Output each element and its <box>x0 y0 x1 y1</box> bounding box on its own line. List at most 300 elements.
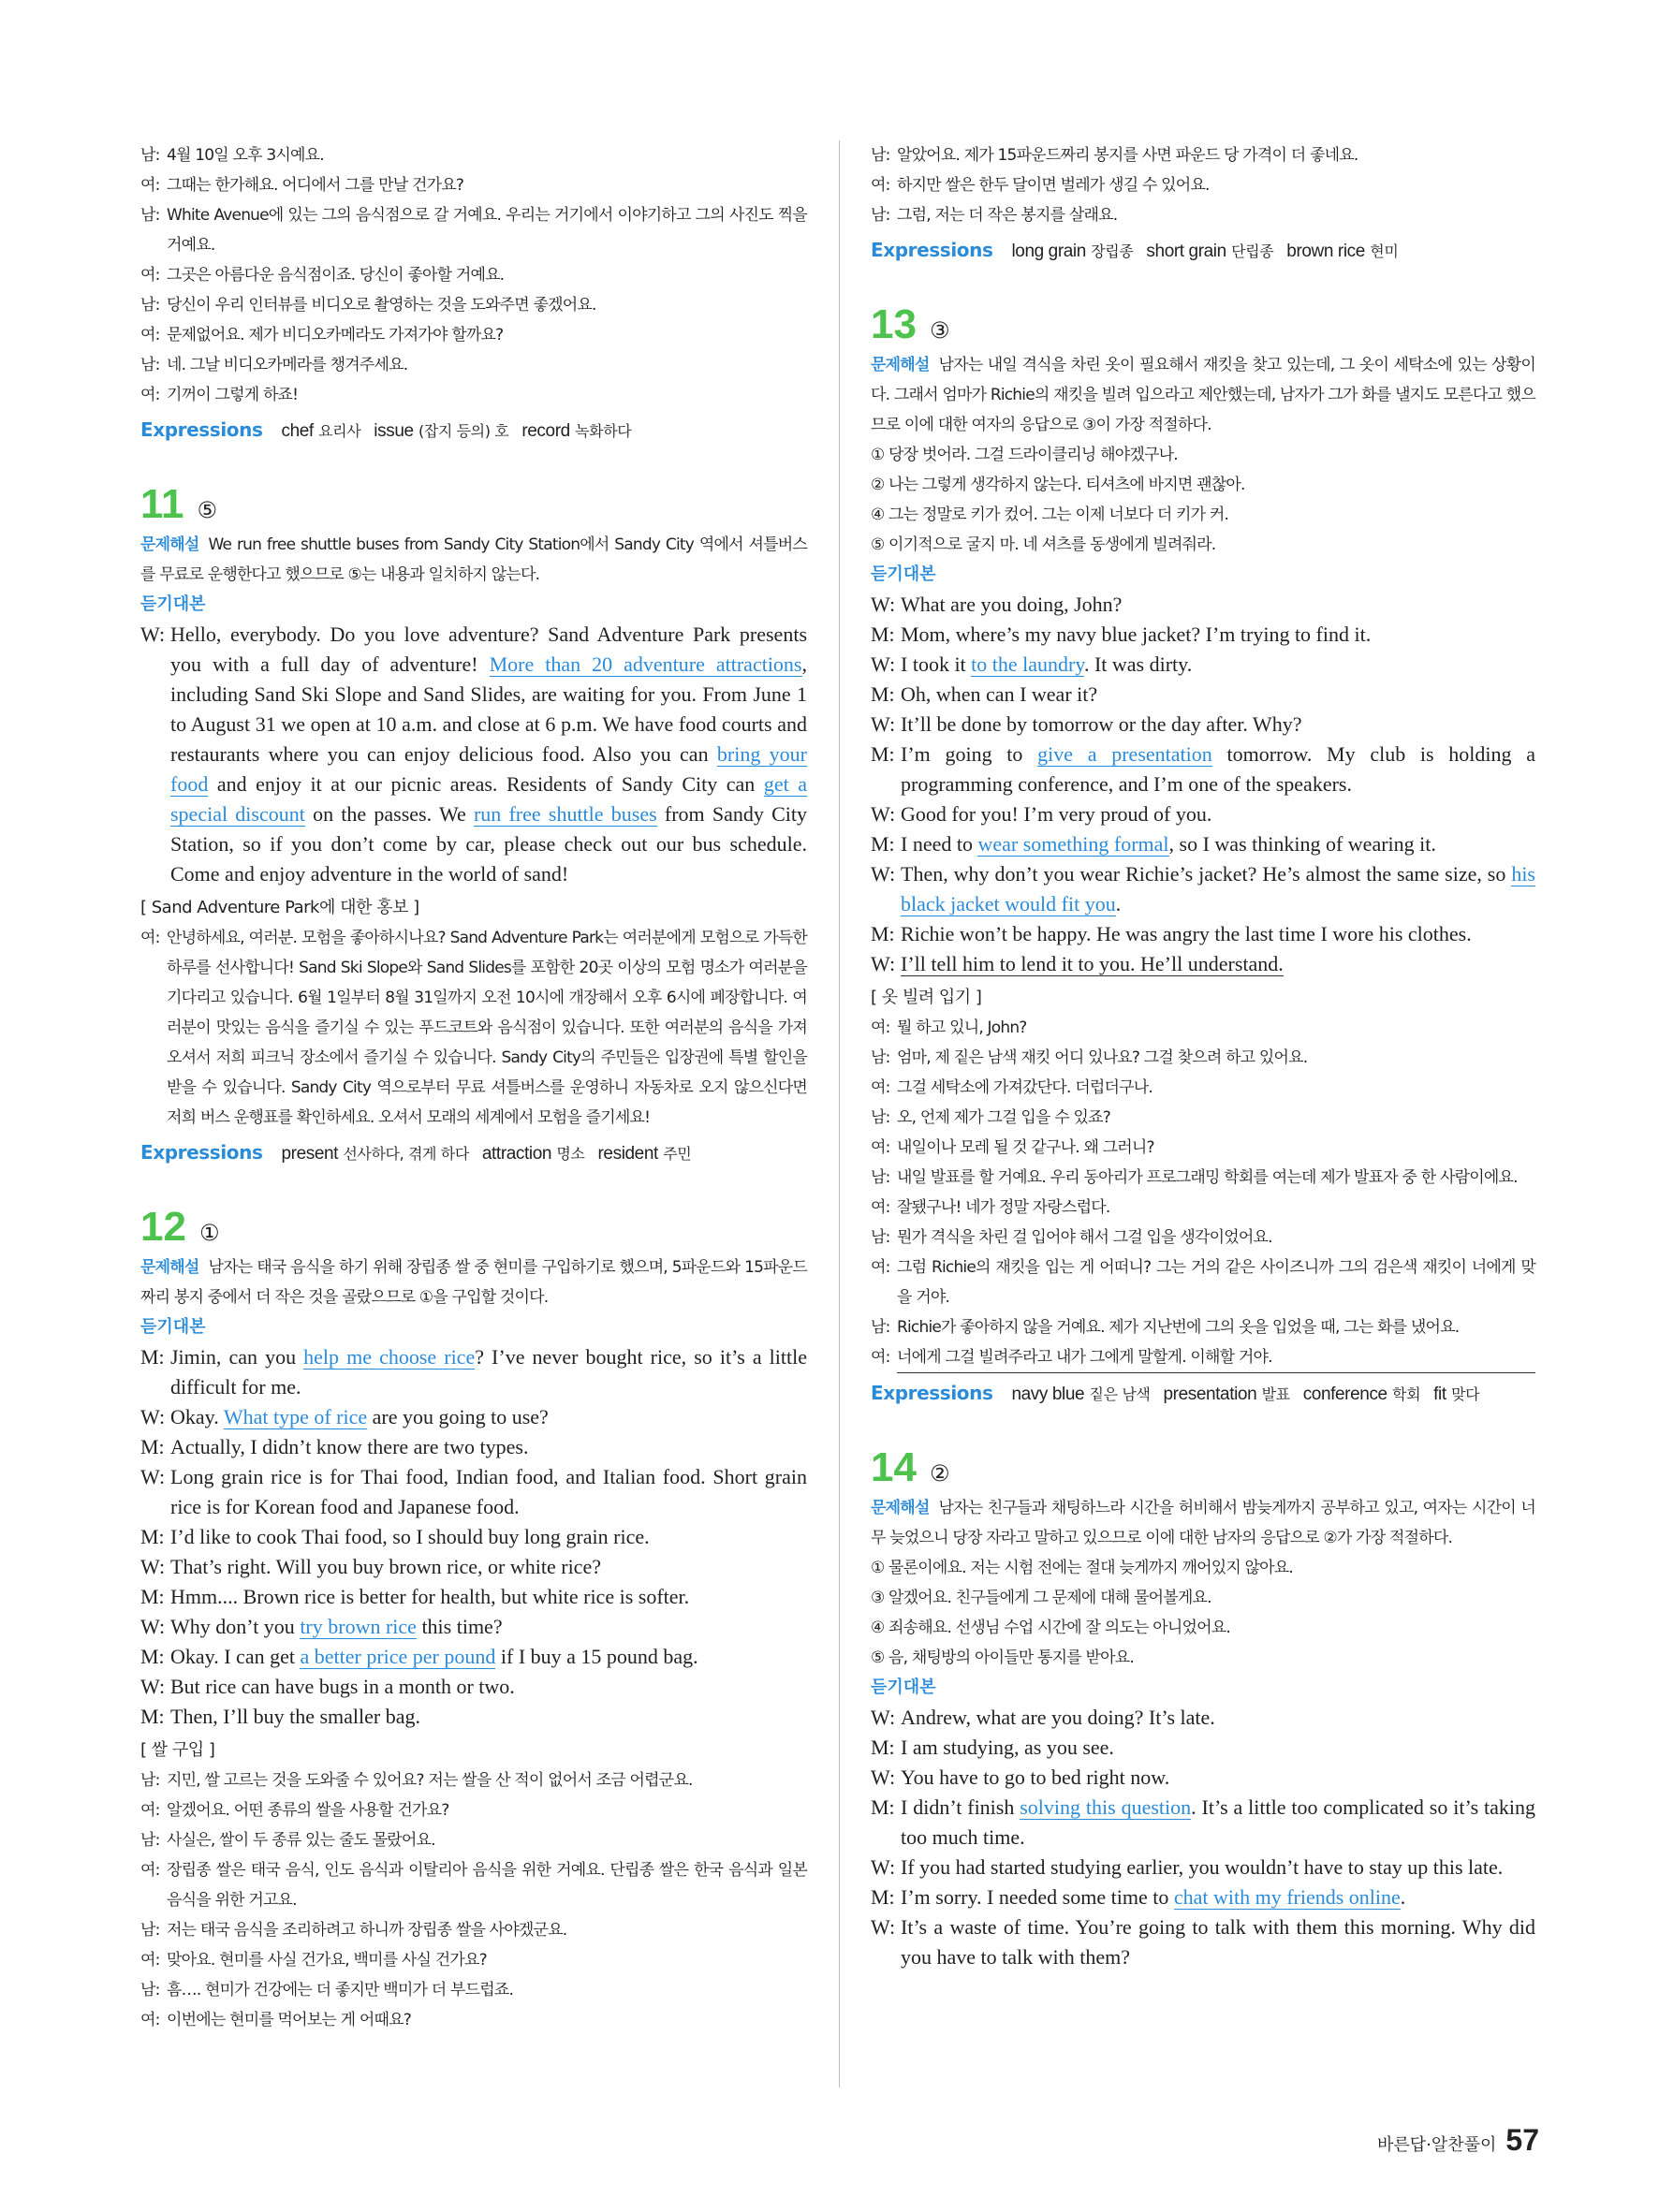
script-line <box>140 1522 807 1552</box>
left-column <box>140 140 807 2035</box>
q12-script <box>140 1342 807 1732</box>
script-line <box>871 1763 1535 1793</box>
footer-text: 바른답·알찬풀이 <box>1376 2135 1497 2155</box>
text-run: Oh, when can I wear it? <box>901 682 1098 706</box>
expression-meaning: 장립종 <box>1091 242 1134 260</box>
script-line <box>140 1582 807 1612</box>
question-number: 12 <box>140 1204 186 1250</box>
translation-text: 안녕하세요, 여러분. 모험을 좋아하시나요? Sand Adventure Park는 여러분에게 모험으로 가득한 하루를 선사합니다! Sand Ski Slope와 Sand Slides를 포함한 20곳 이상의 모험 명소가 여러분을 기다리고 있습니다. 6월 1일부터 8월 31일까지 오전 10시에 개장해서 오후 6시에 폐장합니다. 여러분이 맛있는 음식을 즐기실 수 있는 푸드코트와 음식점이 있습니다. 또한 여러분의 음식을 가져오셔서 저희 피크닉 장소에서 즐기실 수 있습니다. Sandy City의 주민들은 입장권에 특별 할인을 받을 수 있습니다. Sandy City 역으로부터 무료 셔틀버스를 운영하니 자동차로 오지 않으신다면 저희 버스 운행표를 확인하세요. 오셔서 모래의 세계에서 모험을 즐기세요! <box>167 929 807 1127</box>
expression-meaning: 학회 <box>1392 1385 1421 1403</box>
script-line <box>871 1853 1535 1882</box>
text-run: If you had started studying earlier, you wouldn’t have to stay up this late. <box>901 1855 1504 1879</box>
underlined-phrase: help me choose rice <box>303 1345 476 1369</box>
speaker: M: <box>871 922 895 945</box>
speaker: W: <box>871 1855 896 1879</box>
text-run: But rice can have bugs in a month or two. <box>170 1675 515 1698</box>
speaker: 여: <box>140 176 160 195</box>
speaker: W: <box>871 1915 896 1939</box>
expression-meaning: 주민 <box>663 1145 692 1163</box>
speaker: M: <box>871 742 895 766</box>
question-number: 11 <box>140 481 184 527</box>
script-line <box>871 1733 1535 1763</box>
speaker: 남: <box>871 1048 890 1067</box>
q13-options <box>871 440 1535 560</box>
answer-option: ③ 알겠어요. 친구들에게 그 문제에 대해 물어볼게요. <box>871 1589 1211 1607</box>
text-run: Then, I’ll buy the smaller bag. <box>170 1705 420 1728</box>
question-number: 13 <box>871 301 917 347</box>
q11-solution <box>140 530 807 590</box>
line-text: 알았어요. 제가 15파운드짜리 봉지를 사면 파운드 당 가격이 더 좋네요. <box>897 146 1358 165</box>
expression-meaning: 맞다 <box>1451 1385 1480 1403</box>
line-text: 그럼 Richie의 재킷을 입는 게 어떠니? 그는 거의 같은 사이즈니까 그의 검은색 재킷이 너에게 맞을 거야. <box>897 1258 1535 1307</box>
answer-option: ① 당장 벗어라. 그걸 드라이클리닝 해야겠구나. <box>871 446 1178 464</box>
speaker: 여: <box>140 2011 160 2029</box>
speaker: 남: <box>871 1108 890 1127</box>
speaker: 여: <box>140 1951 160 1970</box>
q13-expressions <box>871 1377 1535 1411</box>
answer-option: ⑤ 이기적으로 굴지 마. 네 셔츠를 동생에게 빌려줘라. <box>871 535 1216 554</box>
line-text <box>901 1882 1535 1912</box>
expression-meaning: 짙은 남색 <box>1089 1385 1151 1403</box>
q14-solution <box>871 1493 1535 1553</box>
underlined-phrase: a better price per pound <box>300 1645 496 1668</box>
line-text <box>901 620 1535 650</box>
text-run: , so I was thinking of wearing it. <box>1168 832 1436 856</box>
script-line <box>871 620 1535 650</box>
line-text: 사실은, 쌀이 두 종류 있는 줄도 몰랐어요. <box>167 1831 435 1850</box>
speaker: 남: <box>140 146 160 165</box>
q12-translation-continued <box>871 140 1535 230</box>
line-text <box>901 829 1535 859</box>
script-line <box>871 740 1535 799</box>
line-text: 흠…. 현미가 건강에는 더 좋지만 백미가 더 부드럽죠. <box>167 1981 514 2000</box>
translation-line <box>871 1103 1535 1133</box>
line-text <box>901 1793 1535 1853</box>
speaker: W: <box>871 1765 896 1789</box>
line-text: 당신이 우리 인터뷰를 비디오로 촬영하는 것을 도와주면 좋겠어요. <box>167 296 596 315</box>
expression-meaning: 단립종 <box>1231 242 1274 260</box>
line-text: 오, 언제 제가 그걸 입을 수 있죠? <box>897 1108 1110 1127</box>
speaker: 남: <box>871 206 890 225</box>
text-run: What are you doing, John? <box>901 593 1123 616</box>
underlined-phrase: chat with my friends online <box>1173 1885 1401 1909</box>
expressions-label: Expressions <box>140 418 263 441</box>
line-text <box>170 1552 807 1582</box>
line-text: 엄마, 제 짙은 남색 재킷 어디 있나요? 그걸 찾으려 하고 있어요. <box>897 1048 1308 1067</box>
answer-mark: ③ <box>929 317 950 344</box>
script-line <box>871 590 1535 620</box>
translation-line <box>140 350 807 380</box>
text-run: are you going to use? <box>367 1405 549 1428</box>
underlined-phrase: get a special discount <box>170 772 807 826</box>
text-run: I took it <box>901 652 972 676</box>
section-title: [ 옷 빌려 입기 ] <box>871 988 982 1007</box>
translation-line <box>140 320 807 350</box>
translation-line <box>140 1855 807 1915</box>
speaker: 여: <box>871 1018 890 1037</box>
text-run: I’ll tell him to lend it to you. He’ll understand. <box>901 952 1284 975</box>
line-text: 이번에는 현미를 먹어보는 게 어때요? <box>167 2011 411 2029</box>
speaker: 남: <box>140 1831 160 1850</box>
speaker: 남: <box>871 1228 890 1247</box>
line-text <box>170 1342 807 1402</box>
speaker: 여: <box>140 929 160 947</box>
translation-line <box>140 170 807 200</box>
text-run: I’m going to <box>901 742 1038 766</box>
text-run: . <box>1115 892 1122 916</box>
speaker: 남: <box>871 146 890 165</box>
line-text <box>901 1703 1535 1733</box>
expression-term: resident <box>597 1144 658 1164</box>
script-line <box>871 710 1535 740</box>
solution-text: 남자는 태국 음식을 하기 위해 장립종 쌀 중 현미를 구입하기로 했으며, 5파운드와 15파운드짜리 봉지 중에서 더 작은 것을 골랐으므로 ①을 구입할 것이다. <box>140 1258 807 1307</box>
expression-term: attraction <box>481 1144 552 1164</box>
speaker: 여: <box>871 1078 890 1097</box>
solution-label: 문제해설 <box>871 356 930 374</box>
speaker: W: <box>871 712 896 736</box>
q12-solution <box>140 1252 807 1312</box>
expression-term: record <box>521 421 570 441</box>
answer-option: ⑤ 음, 채팅방의 아이들만 통지를 받아요. <box>871 1648 1134 1667</box>
speaker: W: <box>140 1675 166 1698</box>
line-text: 하지만 쌀은 한두 달이면 벌레가 생길 수 있어요. <box>897 176 1210 195</box>
solution-text: 남자는 친구들과 채팅하느라 시간을 허비해서 밤늦게까지 공부하고 있고, 여자는 시간이 너무 늦었으니 당장 자라고 말하고 있으므로 이에 대한 남자의 응답으로 ②가 가장 적절하다. <box>871 1499 1535 1547</box>
line-text <box>170 1702 807 1732</box>
script-line <box>871 919 1535 949</box>
underlined-phrase: What type of rice <box>223 1405 368 1428</box>
speaker: 여: <box>871 1258 890 1277</box>
translation-line <box>871 1163 1535 1193</box>
speaker: 남: <box>871 1168 890 1187</box>
translation-line <box>140 1825 807 1855</box>
text-run: It’s a waste of time. You’re going to talk with them this morning. Why did you have to talk with them? <box>901 1915 1535 1969</box>
speaker: 남: <box>140 1771 160 1790</box>
line-text <box>170 1462 807 1522</box>
expression-term: navy blue <box>1011 1384 1085 1404</box>
text-run: on the passes. We <box>304 802 474 826</box>
text-run: It’ll be done by tomorrow or the day after. Why? <box>901 712 1302 736</box>
answer-mark: ② <box>929 1460 950 1487</box>
expression-term: fit <box>1433 1384 1446 1404</box>
script-line <box>140 1612 807 1642</box>
expression-meaning: 명소 <box>556 1145 585 1163</box>
text-run: Why don’t you <box>170 1615 301 1638</box>
speaker: 남: <box>140 356 160 374</box>
speaker: M: <box>140 1705 165 1728</box>
q11-header <box>140 481 807 528</box>
translation-line <box>871 1073 1535 1103</box>
speaker: M: <box>871 623 895 646</box>
q14-header <box>871 1444 1535 1491</box>
script-line <box>871 1793 1535 1853</box>
script-line <box>140 1642 807 1672</box>
q11-script <box>140 620 807 889</box>
q13-header <box>871 301 1535 348</box>
answer-option: ④ 죄송해요. 선생님 수업 시간에 잘 의도는 아니었어요. <box>871 1619 1230 1637</box>
text-run: . It’s a little too complicated so it’s taking too much time. <box>901 1795 1536 1849</box>
translation-line <box>140 380 807 410</box>
script-line <box>871 1882 1535 1912</box>
script-line <box>871 680 1535 710</box>
speaker: W: <box>140 1465 166 1488</box>
speaker: W: <box>871 952 896 975</box>
speaker: W: <box>871 862 896 886</box>
solution-label: 문제해설 <box>140 535 199 554</box>
answer-option: ④ 그는 정말로 키가 컸어. 그는 이제 너보다 더 키가 커. <box>871 505 1229 524</box>
text-run: I’m sorry. I needed some time to <box>901 1885 1174 1909</box>
script-line <box>140 1462 807 1522</box>
line-text <box>170 1522 807 1552</box>
translation-line <box>140 290 807 320</box>
translation-line <box>140 1765 807 1795</box>
text-run: That’s right. Will you buy brown rice, or white rice? <box>170 1555 601 1578</box>
line-text <box>901 680 1535 710</box>
speaker: M: <box>871 1795 895 1819</box>
translation-line <box>140 1975 807 2005</box>
script-line <box>871 1703 1535 1733</box>
page-number: 57 <box>1505 2123 1539 2157</box>
text-run: Okay. I can get <box>170 1645 301 1668</box>
speaker: 여: <box>140 1801 160 1820</box>
underlined-phrase: More than 20 adventure attractions <box>489 652 802 676</box>
q11-expressions <box>140 1136 807 1170</box>
q10-expressions <box>140 414 807 447</box>
speaker: 여: <box>871 176 890 195</box>
expression-term: issue <box>374 421 414 441</box>
translation-line <box>871 170 1535 200</box>
line-text <box>170 1402 807 1432</box>
text-run: this time? <box>416 1615 503 1638</box>
script-label: 듣기대본 <box>871 564 936 584</box>
translation-line <box>871 1013 1535 1043</box>
script-line <box>140 1552 807 1582</box>
underlined-phrase: his black jacket would fit you <box>901 862 1535 916</box>
speaker: W: <box>871 652 896 676</box>
line-text: 내일이나 모레 될 것 같구나. 왜 그러니? <box>897 1138 1154 1157</box>
line-text: 저는 태국 음식을 조리하려고 하니까 장립종 쌀을 사야겠군요. <box>167 1921 567 1940</box>
underlined-phrase: run free shuttle buses <box>473 802 657 826</box>
script-line <box>140 1342 807 1402</box>
text-run: Jimin, can you <box>170 1345 304 1369</box>
line-text: 뭘 하고 있니, John? <box>897 1018 1027 1037</box>
underlined-phrase: wear something formal <box>977 832 1169 856</box>
q13-translation <box>871 1013 1535 1373</box>
q10-translation <box>140 140 807 410</box>
q14-script <box>871 1703 1535 1972</box>
text-run: Then, why don’t you wear Richie’s jacket? He’s almost the same size, so <box>901 862 1512 886</box>
q12-expressions <box>871 234 1535 268</box>
speaker: 남: <box>871 1318 890 1337</box>
expressions-label: Expressions <box>871 239 993 261</box>
line-text <box>901 949 1535 979</box>
translation-line <box>140 260 807 290</box>
speaker: M: <box>871 832 895 856</box>
speaker: M: <box>140 1435 165 1458</box>
text-run: and enjoy it at our picnic areas. Residents of Sandy City can <box>208 772 764 796</box>
text-run: I’d like to cook Thai food, so I should buy long grain rice. <box>170 1525 650 1548</box>
line-text: 그걸 세탁소에 가져갔단다. 더럽더구나. <box>897 1078 1152 1097</box>
line-text <box>901 859 1535 919</box>
underlined-phrase: solving this question <box>1020 1795 1192 1819</box>
speaker: 남: <box>140 206 160 225</box>
speaker: M: <box>871 682 895 706</box>
text-run: if I buy a 15 pound bag. <box>495 1645 698 1668</box>
line-text <box>901 919 1535 949</box>
section-title: [ 쌀 구입 ] <box>140 1740 215 1760</box>
solution-text: We run free shuttle buses from Sandy City Station에서 Sandy City 역에서 셔틀버스를 무료로 운행한다고 했으므로 ⑤는 내용과 일치하지 않는다. <box>140 535 807 584</box>
answer-mark: ① <box>198 1220 220 1246</box>
script-line <box>871 949 1535 979</box>
line-text: 맞아요. 현미를 사실 건가요, 백미를 사실 건가요? <box>167 1951 487 1970</box>
text-run: ? I’ve never bought rice, so it’s a little difficult for me. <box>170 1345 808 1399</box>
expression-term: presentation <box>1163 1384 1257 1404</box>
line-text <box>901 1733 1535 1763</box>
text-run: , including Sand Ski Slope and Sand Slides, are waiting for you. From June 1 to August 31 we open at 10 a.m. and close at 6 p.m. We have food courts and restaurants where you can enjoy delicious food. Also you can <box>170 652 807 766</box>
line-text: 내일 발표를 할 거예요. 우리 동아리가 프로그래밍 학회를 여는데 제가 발표자 중 한 사람이에요. <box>897 1168 1518 1187</box>
line-text <box>170 1672 807 1702</box>
line-text <box>901 1912 1535 1972</box>
speaker: M: <box>871 1736 895 1759</box>
line-text: 지민, 쌀 고르는 것을 도와줄 수 있어요? 저는 쌀을 산 적이 없어서 조금 어렵군요. <box>167 1771 693 1790</box>
speaker: M: <box>140 1645 165 1668</box>
line-text: 기꺼이 그렇게 하죠! <box>167 386 299 404</box>
line-text <box>901 710 1535 740</box>
section-title: [ Sand Adventure Park에 대한 홍보 ] <box>140 898 419 917</box>
text-run: Long grain rice is for Thai food, Indian food, and Italian food. Short grain rice is for Korean food and Japanese food. <box>170 1465 807 1518</box>
expression-meaning: 선사하다, 겪게 하다 <box>343 1145 469 1163</box>
speaker: 여: <box>140 326 160 344</box>
expression-term: chef <box>281 421 314 441</box>
translation-line <box>871 1223 1535 1252</box>
expressions-label: Expressions <box>871 1382 993 1404</box>
script-line <box>871 1912 1535 1972</box>
script-text <box>170 620 807 889</box>
speaker: M: <box>140 1585 165 1608</box>
line-text <box>170 1432 807 1462</box>
q12-header <box>140 1204 807 1251</box>
translation-line <box>140 2005 807 2035</box>
line-text: White Avenue에 있는 그의 음식점으로 갈 거예요. 우리는 거기에서 이야기하고 그의 사진도 찍을 거예요. <box>167 206 807 255</box>
expression-meaning: 현미 <box>1370 242 1399 260</box>
script-line <box>140 1402 807 1432</box>
answer-option: ② 나는 그렇게 생각하지 않는다. 티셔츠에 바지면 괜찮아. <box>871 476 1245 494</box>
speaker: 여: <box>140 386 160 404</box>
underlined-phrase: give a presentation <box>1037 742 1212 766</box>
line-text <box>170 1642 807 1672</box>
speaker: W: <box>871 802 896 826</box>
line-text <box>901 650 1535 680</box>
speaker: W: <box>871 593 896 616</box>
text-run: I am studying, as you see. <box>901 1736 1114 1759</box>
expression-term: long grain <box>1011 242 1086 261</box>
speaker: 남: <box>140 1981 160 2000</box>
script-label: 듣기대본 <box>140 1317 206 1337</box>
script-line <box>871 829 1535 859</box>
q14-options <box>871 1553 1535 1673</box>
text-run: I need to <box>901 832 978 856</box>
script-line <box>140 1432 807 1462</box>
speaker: 남: <box>140 1921 160 1940</box>
script-label: 듣기대본 <box>871 1677 936 1697</box>
text-run: Mom, where’s my navy blue jacket? I’m trying to find it. <box>901 623 1372 646</box>
translation-line <box>871 1043 1535 1073</box>
expression-meaning: 발표 <box>1261 1385 1290 1403</box>
speaker: M: <box>140 1525 165 1548</box>
translation-line <box>871 1312 1535 1342</box>
q13-solution <box>871 350 1535 440</box>
translation-line <box>140 200 807 260</box>
answer-mark: ⑤ <box>197 497 218 523</box>
text-run: Actually, I didn’t know there are two types. <box>170 1435 529 1458</box>
line-text: 그곳은 아름다운 음식점이죠. 당신이 좋아할 거예요. <box>167 266 505 285</box>
text-run: Hello, everybody. Do you love adventure? Sand Adventure Park presents you with a full day of adventure! <box>170 623 807 676</box>
line-text: 장립종 쌀은 태국 음식, 인도 음식과 이탈리아 음식을 위한 거예요. 단립종 쌀은 한국 음식과 일본 음식을 위한 거고요. <box>167 1861 807 1910</box>
text-run: . It was dirty. <box>1083 652 1193 676</box>
column-divider <box>839 140 840 2087</box>
speaker: 여: <box>140 266 160 285</box>
script-label: 듣기대본 <box>140 594 206 614</box>
speaker: W: <box>140 1615 166 1638</box>
q12-translation <box>140 1765 807 2035</box>
underlined-phrase: try brown rice <box>300 1615 417 1638</box>
line-text <box>901 1853 1535 1882</box>
text-run: tomorrow. My club is holding a programming conference, and I’m one of the speakers. <box>901 742 1536 796</box>
solution-label: 문제해설 <box>871 1499 930 1517</box>
script-line <box>871 650 1535 680</box>
answer-option: ① 물론이에요. 저는 시험 전에는 절대 늦게까지 깨어있지 않아요. <box>871 1559 1294 1577</box>
translation-line <box>871 1342 1535 1373</box>
script-line <box>140 1672 807 1702</box>
page-footer <box>1377 2123 1539 2158</box>
line-text <box>170 1582 807 1612</box>
expression-term: brown rice <box>1286 242 1365 261</box>
text-run: . <box>1400 1885 1406 1909</box>
expressions-label: Expressions <box>140 1141 263 1164</box>
script-line <box>140 1702 807 1732</box>
text-run: from Sandy City Station, so if you don’t come by car, please check out our bus schedule. Come and enjoy adventure in the world of sand! <box>170 802 807 886</box>
line-text: 네. 그날 비디오카메라를 챙겨주세요. <box>167 356 408 374</box>
text-run: Good for you! I’m very proud of you. <box>901 802 1212 826</box>
solution-label: 문제해설 <box>140 1258 199 1277</box>
expression-meaning: (잡지 등의) 호 <box>418 422 509 440</box>
expression-meaning: 요리사 <box>318 422 361 440</box>
speaker: 여: <box>871 1348 890 1367</box>
question-number: 14 <box>871 1444 917 1490</box>
expression-term: conference <box>1302 1384 1387 1404</box>
translation-line <box>871 1252 1535 1312</box>
line-text: 알겠어요. 어떤 종류의 쌀을 사용할 건가요? <box>167 1801 449 1820</box>
line-text: 문제없어요. 제가 비디오카메라도 가져가야 할까요? <box>167 326 504 344</box>
speaker: M: <box>871 1885 895 1909</box>
text-run: You have to go to bed right now. <box>901 1765 1170 1789</box>
speaker: W: <box>140 623 166 646</box>
underlined-phrase: to the laundry <box>971 652 1084 676</box>
line-text <box>901 1763 1535 1793</box>
line-text: 너에게 그걸 빌려주라고 내가 그에게 말할게. 이해할 거야. <box>897 1342 1535 1373</box>
speaker: W: <box>140 1555 166 1578</box>
q11-translation <box>140 923 807 1133</box>
translation-line <box>140 1795 807 1825</box>
line-text <box>901 590 1535 620</box>
line-text: 그럼, 저는 더 작은 봉지를 살래요. <box>897 206 1118 225</box>
line-text: 그때는 한가해요. 어디에서 그를 만날 건가요? <box>167 176 464 195</box>
translation-line <box>871 200 1535 230</box>
underlined-phrase: bring your food <box>170 742 808 796</box>
text-run: Hmm.... Brown rice is better for health, but white rice is softer. <box>170 1585 690 1608</box>
line-text: 뭔가 격식을 차린 걸 입어야 해서 그걸 입을 생각이었어요. <box>897 1228 1272 1247</box>
translation-line <box>140 140 807 170</box>
text-run: Okay. <box>170 1405 224 1428</box>
